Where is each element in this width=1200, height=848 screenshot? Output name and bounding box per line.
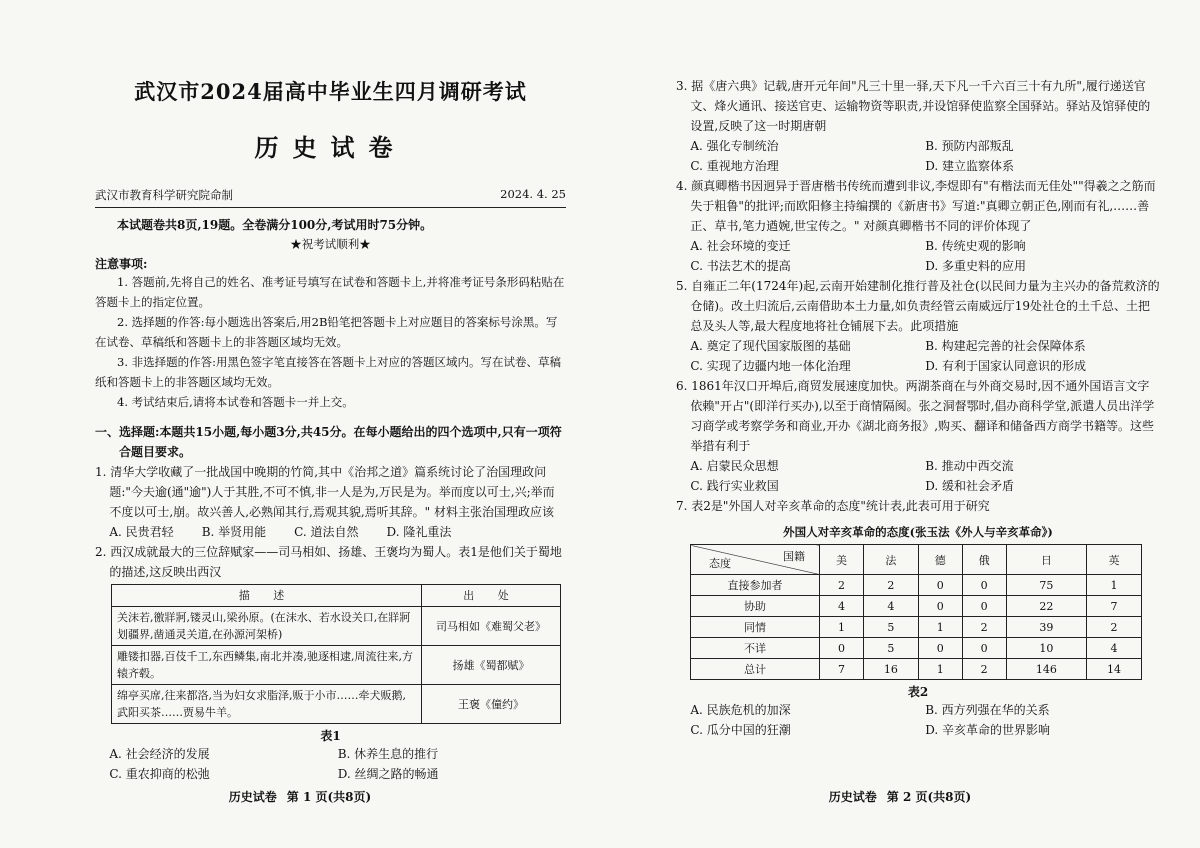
option-a: A. 民贵君轻 bbox=[109, 525, 174, 539]
exam-meta bbox=[95, 187, 566, 208]
option-a: A. 启蒙民众思想 bbox=[690, 459, 779, 473]
row-label: 协助 bbox=[691, 596, 820, 617]
question-7 bbox=[676, 496, 1160, 740]
table-header: 描 述 bbox=[112, 585, 422, 607]
table-cell: 146 bbox=[1006, 659, 1087, 680]
row-label: 直接参加者 bbox=[691, 575, 820, 596]
option-c: C. 重视地方治理 bbox=[690, 159, 779, 173]
question-options bbox=[95, 522, 566, 542]
footer-page: 第 1 页(共8页) bbox=[286, 790, 372, 804]
question-stem: 6. 1861年汉口开埠后,商贸发展速度加快。两湖茶商在与外商交易时,因不通外国语言文字依赖"开占"(即洋行买办),以至于商情隔阂。张之洞督鄂时,倡办商科学堂,派遣人员出洋学习商学或考察学务和商业,开办《湖北商务报》,购买、翻译和储备西方商学书籍等。这些举措有利于 bbox=[676, 379, 1155, 453]
option-b: B. 构建起完善的社会保障体系 bbox=[925, 339, 1086, 353]
option-a: A. 强化专制统治 bbox=[690, 139, 779, 153]
row-label: 同情 bbox=[691, 617, 820, 638]
option-c: C. 书法艺术的提高 bbox=[690, 259, 791, 273]
table-cell: 雕镂扣器,百伎千工,东西鳞集,南北并凑,驰逐相逮,周流往来,方辕齐毂。 bbox=[112, 646, 422, 685]
row-label: 不详 bbox=[691, 638, 820, 659]
question-options bbox=[676, 236, 1160, 276]
table-cell: 2 bbox=[863, 575, 918, 596]
row-label: 总计 bbox=[691, 659, 820, 680]
table-row bbox=[112, 607, 561, 646]
table-header: 日 bbox=[1006, 545, 1087, 575]
table-header-row bbox=[691, 545, 1142, 575]
option-a: A. 民族危机的加深 bbox=[690, 703, 791, 717]
table-2-title: 外国人对辛亥革命的态度(张玉法《外人与辛亥革命》) bbox=[783, 525, 1053, 539]
table-header: 出 处 bbox=[422, 585, 561, 607]
table-cell: 0 bbox=[962, 596, 1006, 617]
table-cell: 75 bbox=[1006, 575, 1087, 596]
table-cell: 2 bbox=[962, 617, 1006, 638]
table-cell: 0 bbox=[962, 575, 1006, 596]
table-header: 德 bbox=[918, 545, 962, 575]
table-cell: 2 bbox=[820, 575, 864, 596]
option-d: D. 建立监察体系 bbox=[925, 159, 1015, 173]
option-b: B. 西方列强在华的关系 bbox=[925, 703, 1050, 717]
option-d: D. 有利于国家认同意识的形成 bbox=[925, 359, 1087, 373]
table-1 bbox=[111, 584, 561, 724]
option-b: B. 推动中西交流 bbox=[925, 459, 1014, 473]
page-footer bbox=[0, 788, 600, 805]
option-a: A. 社会环境的变迁 bbox=[690, 239, 791, 253]
exam-date: 2024. 4. 25 bbox=[500, 187, 566, 201]
question-1 bbox=[95, 462, 566, 542]
option-c: C. 瓜分中国的狂潮 bbox=[690, 723, 791, 737]
notes-title: 注意事项: bbox=[95, 257, 148, 271]
table-cell: 0 bbox=[918, 575, 962, 596]
table-cell: 16 bbox=[863, 659, 918, 680]
question-4 bbox=[676, 176, 1160, 276]
table-cell: 4 bbox=[1087, 638, 1142, 659]
corner-label-attitude: 态度 bbox=[709, 557, 731, 570]
option-d: D. 辛亥革命的世界影响 bbox=[925, 723, 1051, 737]
table-corner-cell bbox=[691, 545, 820, 575]
option-d: D. 隆礼重法 bbox=[386, 525, 452, 539]
table-row bbox=[691, 617, 1142, 638]
table-cell: 4 bbox=[820, 596, 864, 617]
table-cell: 14 bbox=[1087, 659, 1142, 680]
table-row bbox=[112, 685, 561, 724]
question-options bbox=[676, 336, 1160, 376]
exam-intro: 本试题卷共8页,19题。全卷满分100分,考试用时75分钟。 bbox=[117, 218, 433, 232]
table-header: 法 bbox=[863, 545, 918, 575]
table-cell: 7 bbox=[820, 659, 864, 680]
table-2 bbox=[690, 544, 1142, 680]
footer-page: 第 2 页(共8页) bbox=[886, 790, 972, 804]
question-options bbox=[676, 456, 1160, 496]
table-cell: 0 bbox=[820, 638, 864, 659]
question-options bbox=[95, 744, 566, 784]
table-cell: 1 bbox=[918, 659, 962, 680]
question-stem: 5. 自雍正二年(1724年)起,云南开始建制化推行普及社仓(以民间力量为主兴办的备荒救济的仓储)。改土归流后,云南借助本土力量,如负责经管云南威远厅19处社仓的土千总、土把总及头人等,最大程度地将社仓铺展下去。此项措施 bbox=[676, 279, 1160, 333]
table-row bbox=[691, 575, 1142, 596]
table-cell: 扬雄《蜀都赋》 bbox=[422, 646, 561, 685]
table-caption: 表1 bbox=[320, 729, 341, 743]
table-cell: 关沫若,徼牂牁,镂灵山,梁孙原。(在沫水、若水设关口,在牂牁划疆界,凿通灵关道,在孙源河架桥) bbox=[112, 607, 422, 646]
question-5 bbox=[676, 276, 1160, 376]
exam-subtitle: 历史试卷 bbox=[254, 133, 407, 162]
table-cell: 司马相如《难蜀父老》 bbox=[422, 607, 561, 646]
option-a: A. 奠定了现代国家版图的基础 bbox=[690, 339, 851, 353]
table-row bbox=[112, 646, 561, 685]
option-b: B. 传统史观的影响 bbox=[925, 239, 1026, 253]
table-cell: 5 bbox=[863, 617, 918, 638]
option-b: B. 预防内部叛乱 bbox=[925, 139, 1014, 153]
table-cell: 0 bbox=[918, 638, 962, 659]
table-cell: 0 bbox=[962, 638, 1006, 659]
table-cell: 10 bbox=[1006, 638, 1087, 659]
table-header: 英 bbox=[1087, 545, 1142, 575]
table-cell: 1 bbox=[1087, 575, 1142, 596]
question-options bbox=[676, 700, 1160, 740]
question-options bbox=[676, 136, 1160, 176]
option-c: C. 重农抑商的松弛 bbox=[109, 767, 210, 781]
table-cell: 4 bbox=[863, 596, 918, 617]
option-d: D. 多重史料的应用 bbox=[925, 259, 1027, 273]
table-cell: 5 bbox=[863, 638, 918, 659]
table-header: 俄 bbox=[962, 545, 1006, 575]
question-2 bbox=[95, 542, 566, 784]
footer-label: 历史试卷 bbox=[828, 790, 877, 804]
table-cell: 0 bbox=[918, 596, 962, 617]
issuer: 武汉市教育科学研究院命制 bbox=[95, 188, 233, 202]
table-cell: 1 bbox=[918, 617, 962, 638]
question-3 bbox=[676, 76, 1160, 176]
table-header: 美 bbox=[820, 545, 864, 575]
table-cell: 2 bbox=[1087, 617, 1142, 638]
corner-label-nationality: 国籍 bbox=[783, 550, 805, 563]
option-a: A. 社会经济的发展 bbox=[109, 747, 210, 761]
table-row bbox=[691, 638, 1142, 659]
question-stem: 1. 清华大学收藏了一批战国中晚期的竹简,其中《治邦之道》篇系统讨论了治国理政问题:"今夫逾(通"逾")人于其胜,不可不慎,非一人是为,万民是为。举而度以可士,兴;举而不度以可士,崩。故兴善人,必熟闻其行,焉观其貌,焉听其辞。" 材料主张治国理政应该 bbox=[95, 465, 555, 519]
table-cell: 39 bbox=[1006, 617, 1087, 638]
table-cell: 王褒《僮约》 bbox=[422, 685, 561, 724]
page-2 bbox=[600, 0, 1200, 848]
table-cell: 2 bbox=[962, 659, 1006, 680]
section-heading: 一、选择题:本题共15小题,每小题3分,共45分。在每小题给出的四个选项中,只有一项符合题目要求。 bbox=[95, 425, 562, 459]
question-stem: 2. 西汉成就最大的三位辞赋家——司马相如、扬雄、王褒均为蜀人。表1是他们关于蜀地的描述,这反映出西汉 bbox=[95, 545, 562, 579]
table-cell: 绵亭买席,往来都洛,当为妇女求脂泽,贩于小市……牵犬贩鹅,武阳买茶……贾易牛羊。 bbox=[112, 685, 422, 724]
option-b: B. 休养生息的推行 bbox=[337, 747, 439, 761]
note-item: 3. 非选择题的作答:用黑色签字笔直接答在答题卡上对应的答题区域内。写在试卷、草稿纸和答题卡上的非答题区域均无效。 bbox=[95, 355, 561, 389]
question-stem: 7. 表2是"外国人对辛亥革命的态度"统计表,此表可用于研究 bbox=[676, 499, 990, 513]
table-cell: 7 bbox=[1087, 596, 1142, 617]
note-item: 1. 答题前,先将自己的姓名、准考证号填写在试卷和答题卡上,并将准考证号条形码粘贴在答题卡上的指定位置。 bbox=[95, 275, 565, 309]
option-b: B. 举贤用能 bbox=[201, 525, 267, 539]
question-6 bbox=[676, 376, 1160, 496]
good-luck-text: ★祝考试顺利★ bbox=[290, 237, 371, 251]
option-d: D. 缓和社会矛盾 bbox=[925, 479, 1015, 493]
note-item: 4. 考试结束后,请将本试卷和答题卡一并上交。 bbox=[117, 395, 354, 409]
table-row bbox=[691, 596, 1142, 617]
page-footer bbox=[600, 788, 1200, 805]
question-stem: 3. 据《唐六典》记载,唐开元年间"凡三十里一驿,天下凡一千六百三十有九所",履行递送官文、烽火通讯、接送官吏、运输物资等职责,并设馆驿使监察全国驿站。驿站及馆驿使的设置,反映了这一时期唐朝 bbox=[676, 79, 1151, 133]
table-caption: 表2 bbox=[907, 685, 929, 699]
option-d: D. 丝绸之路的畅通 bbox=[337, 767, 439, 781]
note-item: 2. 选择题的作答:每小题选出答案后,用2B铅笔把答题卡上对应题目的答案标号涂黑。写在试卷、草稿纸和答题卡上的非答题区域均无效。 bbox=[95, 315, 558, 349]
option-c: C. 道法自然 bbox=[294, 525, 359, 539]
table-row bbox=[691, 659, 1142, 680]
table-cell: 1 bbox=[820, 617, 864, 638]
question-stem: 4. 颜真卿楷书因迥异于晋唐楷书传统而遭到非议,李煜即有"有楷法而无佳处""得羲之之筋而失于粗鲁"的批评;而欧阳修主持编撰的《新唐书》写道:"真卿立朝正色,刚而有礼,……善正、草书,笔力遒婉,世宝传之。" 对颜真卿楷书不同的评价体现了 bbox=[676, 179, 1156, 233]
option-c: C. 践行实业救国 bbox=[690, 479, 779, 493]
footer-label: 历史试卷 bbox=[228, 790, 277, 804]
exam-title: 武汉市2024届高中毕业生四月调研考试 bbox=[134, 79, 527, 104]
table-header-row bbox=[112, 585, 561, 607]
table-cell: 22 bbox=[1006, 596, 1087, 617]
option-c: C. 实现了边疆内地一体化治理 bbox=[690, 359, 851, 373]
